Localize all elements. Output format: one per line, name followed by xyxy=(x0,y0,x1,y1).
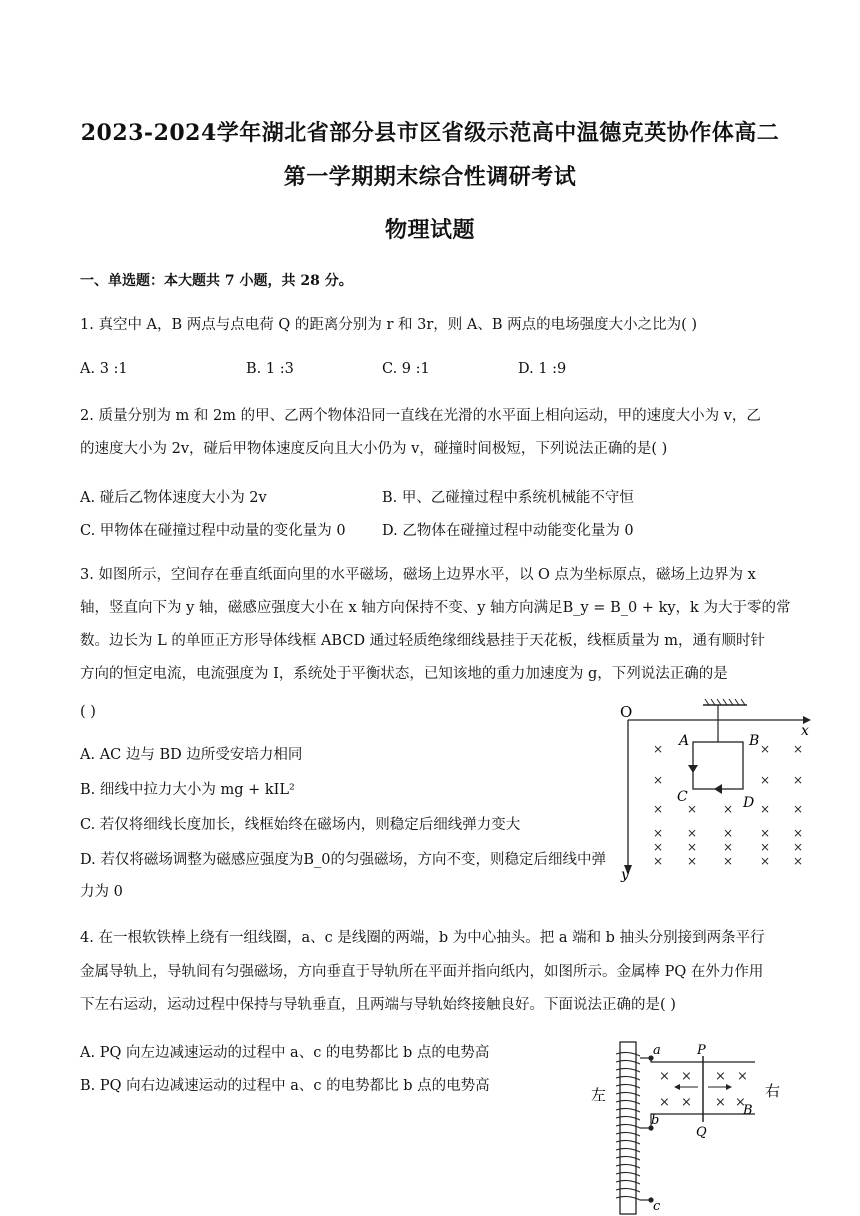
q3-option-d: D. 若仅将磁场调整为磁感应强度为B_0的匀强磁场，方向不变，则稳定后细线中弹 xyxy=(80,852,606,868)
rod-q-label: Q xyxy=(696,1125,707,1140)
q2-option-a: A. 碰后乙物体速度大小为 2v xyxy=(80,490,267,506)
q2-line1: 2. 质量分别为 m 和 2m 的甲、乙两个物体沿同一直线在光滑的水平面上相向运动，甲的速度大小为 v，乙 xyxy=(80,408,761,424)
svg-text:×: × xyxy=(687,854,698,868)
q3-line5: ( ) xyxy=(80,704,96,720)
q3-option-b: B. 细线中拉力大小为 mg + kIL² xyxy=(80,782,295,798)
terminal-b-label: b xyxy=(651,1113,660,1128)
svg-text:×: × xyxy=(760,840,771,854)
field-b-label: B xyxy=(743,1103,753,1118)
q4-line2: 金属导轨上，导轨间有匀强磁场，方向垂直于导轨所在平面并指向纸内，如图所示。金属棒 PQ 在外力作用 xyxy=(80,964,764,980)
q4-figure xyxy=(585,1040,795,1216)
svg-text:×: × xyxy=(653,773,664,787)
svg-text:×: × xyxy=(723,840,734,854)
svg-text:×: × xyxy=(715,1069,726,1084)
svg-text:×: × xyxy=(760,802,771,816)
svg-text:×: × xyxy=(735,1095,746,1110)
q3-option-d-continued: 力为 0 xyxy=(80,884,123,900)
x-axis-label: x xyxy=(801,723,809,739)
q2-line2: 的速度大小为 2v，碰后甲物体速度反向且大小仍为 v，碰撞时间极短，下列说法正确的是( ) xyxy=(80,441,668,457)
exam-title-line1: 2023-2024学年湖北省部分县市区省级示范高中温德克英协作体高二 xyxy=(80,120,780,146)
vertex-c-label: C xyxy=(677,789,688,805)
svg-text:×: × xyxy=(760,773,771,787)
q1-text: 1. 真空中 A，B 两点与点电荷 Q 的距离分别为 r 和 3r，则 A、B 两点的电场强度大小之比为( ) xyxy=(80,317,698,333)
section-heading: 一、单选题：本大题共 7 小题，共 28 分。 xyxy=(80,273,353,289)
svg-text:×: × xyxy=(687,802,698,816)
vertex-a-label: A xyxy=(679,733,690,749)
svg-text:×: × xyxy=(793,742,804,756)
svg-text:×: × xyxy=(723,802,734,816)
q3-option-c: C. 若仅将细线长度加长，线框始终在磁场内，则稳定后细线弹力变大 xyxy=(80,817,521,833)
subject-title: 物理试题 xyxy=(384,217,475,243)
terminal-c-label: c xyxy=(653,1199,661,1214)
svg-text:×: × xyxy=(687,840,698,854)
rod-p-label: P xyxy=(697,1043,706,1058)
vertex-d-label: D xyxy=(743,795,755,811)
svg-text:×: × xyxy=(653,840,664,854)
svg-text:×: × xyxy=(793,854,804,868)
q2-option-d: D. 乙物体在碰撞过程中动能变化量为 0 xyxy=(382,523,634,539)
svg-text:×: × xyxy=(681,1069,692,1084)
svg-text:×: × xyxy=(793,773,804,787)
q3-line3: 数。边长为 L 的单匝正方形导体线框 ABCD 通过轻质绝缘细线悬挂于天花板，线框质量为 m，通有顺时针 xyxy=(80,633,766,649)
right-label: 右 xyxy=(765,1082,781,1100)
svg-text:×: × xyxy=(793,840,804,854)
svg-text:×: × xyxy=(760,742,771,756)
svg-text:×: × xyxy=(760,826,771,840)
vertex-b-label: B xyxy=(749,733,760,749)
y-axis-label: y xyxy=(621,867,629,883)
q1-option-d: D. 1 :9 xyxy=(518,361,567,377)
exam-title-line2: 第一学期期末综合性调研考试 xyxy=(283,164,577,190)
q3-line2: 轴，竖直向下为 y 轴，磁感应强度大小在 x 轴方向保持不变、y 轴方向满足B_y = B_0 + ky，k 为大于零的常 xyxy=(80,600,791,616)
svg-text:×: × xyxy=(737,1069,748,1084)
svg-text:×: × xyxy=(723,854,734,868)
q4-line1: 4. 在一根软铁棒上绕有一组线圈，a、c 是线圈的两端，b 为中心抽头。把 a 端和 b 抽头分别接到两条平行 xyxy=(80,930,765,946)
svg-text:×: × xyxy=(659,1069,670,1084)
q1-option-a: A. 3 :1 xyxy=(80,361,128,377)
svg-text:×: × xyxy=(653,802,664,816)
svg-text:×: × xyxy=(687,826,698,840)
q3-line4: 方向的恒定电流，电流强度为 I，系统处于平衡状态，已知该地的重力加速度为 g，下列说法正确的是 xyxy=(80,666,728,682)
q3-figure xyxy=(615,695,815,885)
terminal-a-label: a xyxy=(653,1043,661,1058)
svg-text:×: × xyxy=(723,826,734,840)
svg-text:×: × xyxy=(653,742,664,756)
left-label: 左 xyxy=(591,1086,607,1104)
q4-option-a: A. PQ 向左边减速运动的过程中 a、c 的电势都比 b 点的电势高 xyxy=(80,1045,490,1061)
q1-option-c: C. 9 :1 xyxy=(382,361,430,377)
svg-text:×: × xyxy=(653,854,664,868)
svg-text:×: × xyxy=(659,1095,670,1110)
q4-option-b: B. PQ 向右边减速运动的过程中 a、c 的电势都比 b 点的电势高 xyxy=(80,1078,490,1094)
q3-option-a: A. AC 边与 BD 边所受安培力相同 xyxy=(80,747,303,763)
origin-label: O xyxy=(620,703,633,721)
q1-option-b: B. 1 :3 xyxy=(246,361,294,377)
q2-option-b: B. 甲、乙碰撞过程中系统机械能不守恒 xyxy=(382,490,634,506)
svg-text:×: × xyxy=(760,854,771,868)
q4-line3: 下左右运动，运动过程中保持与导轨垂直，且两端与导轨始终接触良好。下面说法正确的是( ) xyxy=(80,997,676,1013)
svg-text:×: × xyxy=(793,826,804,840)
q3-line1: 3. 如图所示，空间存在垂直纸面向里的水平磁场，磁场上边界水平，以 O 点为坐标原点，磁场上边界为 x xyxy=(80,567,756,583)
svg-text:×: × xyxy=(681,1095,692,1110)
svg-text:×: × xyxy=(715,1095,726,1110)
svg-text:×: × xyxy=(793,802,804,816)
q2-option-c: C. 甲物体在碰撞过程中动量的变化量为 0 xyxy=(80,523,346,539)
svg-text:×: × xyxy=(653,826,664,840)
